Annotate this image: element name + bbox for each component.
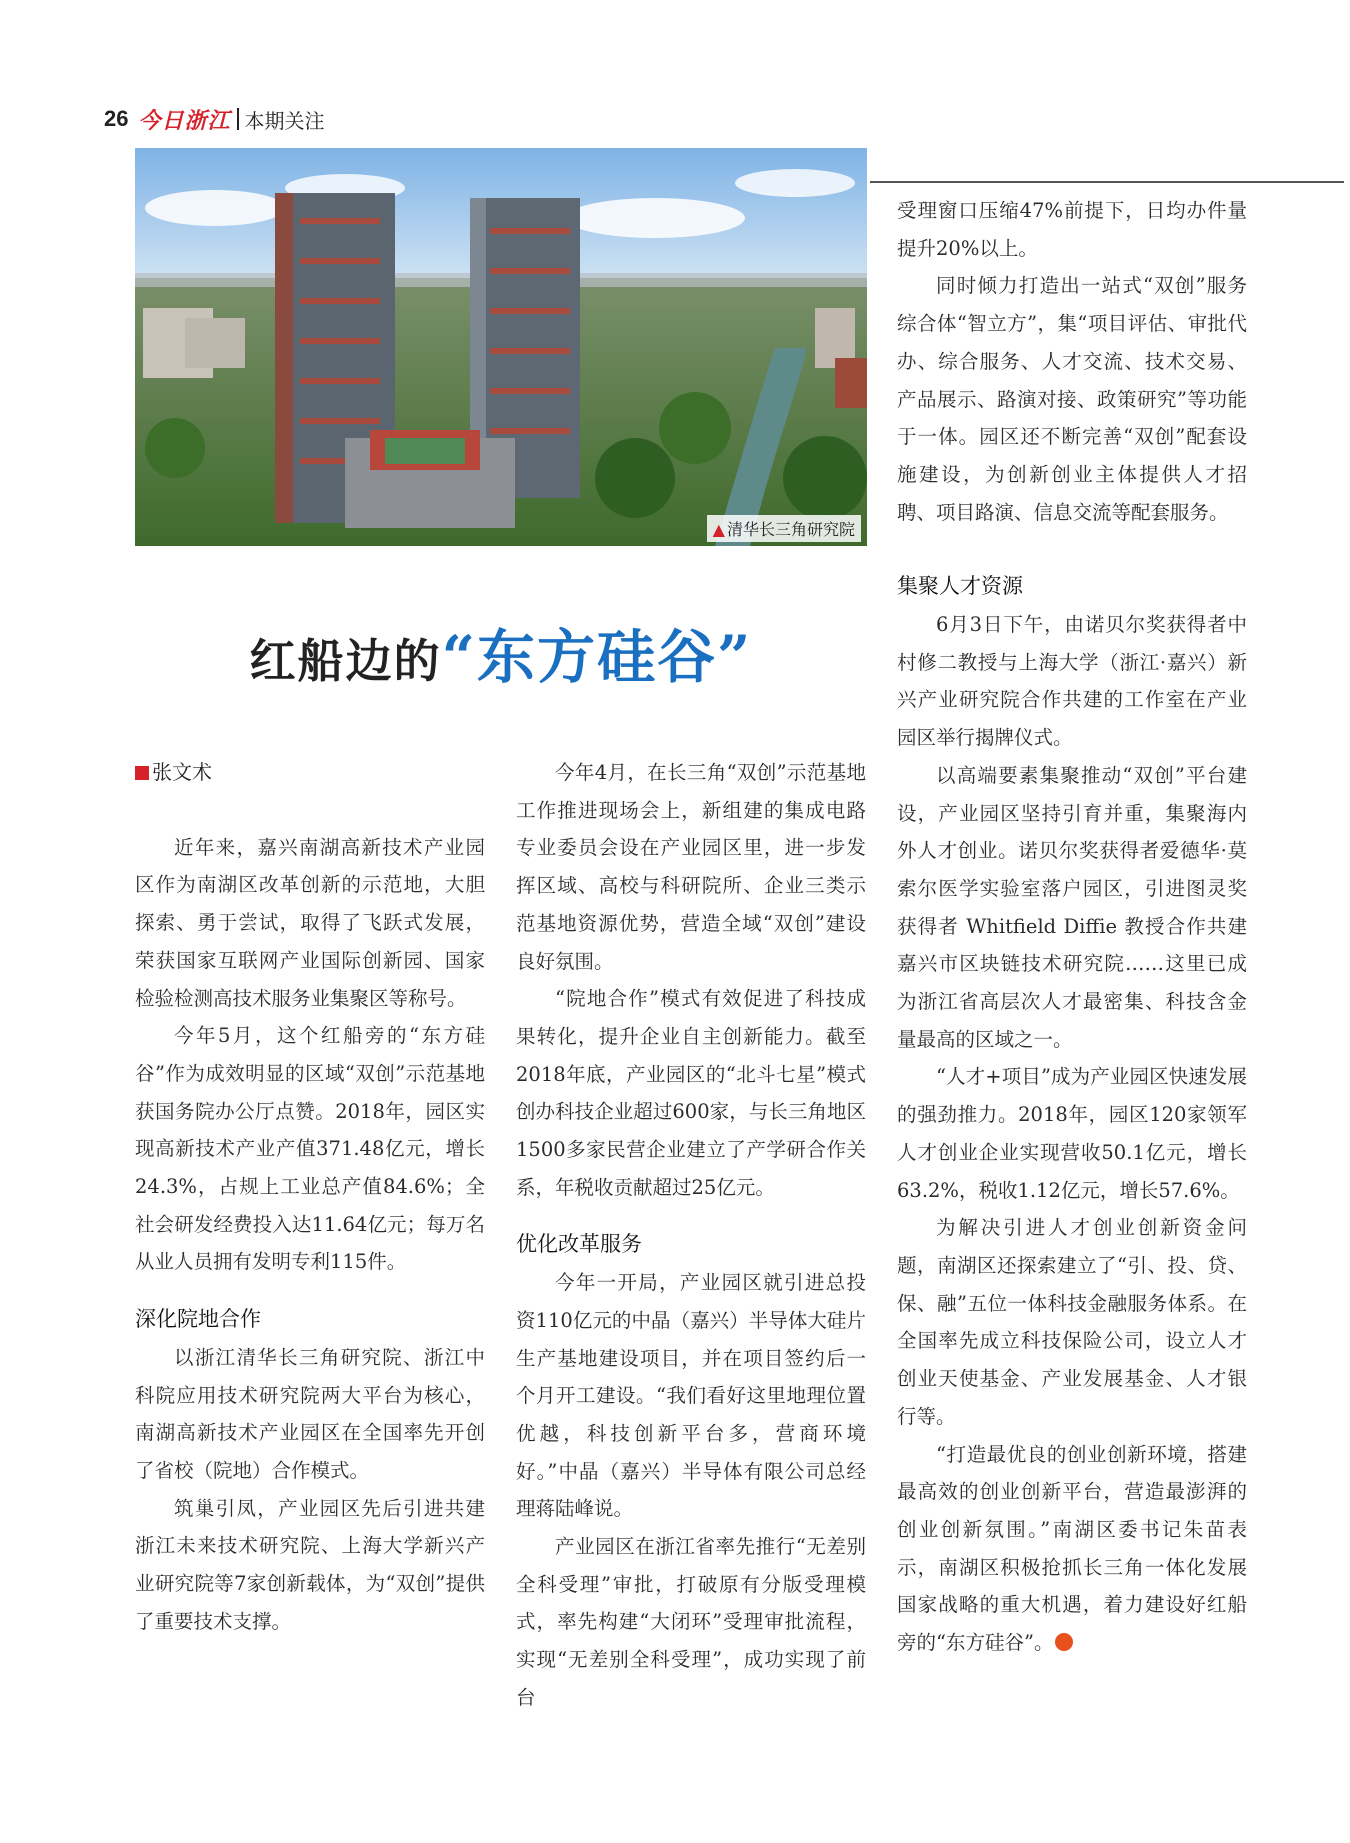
photo-caption-text: 清华长三角研究院	[726, 520, 855, 539]
aerial-photo	[135, 148, 867, 546]
spacer	[516, 1206, 866, 1226]
spacer	[135, 792, 485, 829]
author-name: 张文术	[152, 760, 212, 784]
paragraph: 产业园区在浙江省率先推行“无差别全科受理”审批，打破原有分版受理模式，率先构建“大闭环”受理审批流程，实现“无差别全科受理”，成功实现了前台	[516, 1535, 866, 1709]
aerial-photo-illustration	[135, 148, 867, 546]
author-marker-icon	[135, 766, 149, 780]
paragraph: 同时倾力打造出一站式“双创”服务综合体“智立方”，集“项目评估、审批代办、综合服务、人才交流、技术交易、产品展示、路演对接、政策研究”等功能于一体。园区还不断完善“双创”配套设施建设，为创新创业主体提供人才招聘、项目路演、信息交流等配套服务。	[897, 274, 1247, 524]
paragraph: “人才+项目”成为产业园区快速发展的强劲推力。2018年，园区120家领军人才创业企业实现营收50.1亿元，增长63.2%，税收1.12亿元，增长57.6%。	[897, 1065, 1247, 1202]
column-3	[897, 192, 1247, 1662]
spacer	[135, 1281, 485, 1301]
paragraph: 6月3日下午，由诺贝尔奖获得者中村修二教授与上海大学（浙江·嘉兴）新兴产业研究院合作共建的工作室在产业园区举行揭牌仪式。	[897, 613, 1247, 750]
paragraph: 今年5月，这个红船旁的“东方硅谷”作为成效明显的区域“双创”示范基地获国务院办公厅点赞。2018年，园区实现高新技术产业产值371.48亿元，增长24.3%，占规上工业总产值84.6%；全社会研发经费投入达11.64亿元；每万名从业人员拥有发明专利115件。	[135, 1024, 485, 1274]
section-label: 本期关注	[244, 108, 325, 133]
magazine-logo: 今日浙江	[138, 107, 231, 134]
subheading: 优化改革服务	[516, 1232, 642, 1257]
header-divider	[237, 108, 239, 130]
author-byline	[135, 754, 485, 792]
paragraph: 以浙江清华长三角研究院、浙江中科院应用技术研究院两大平台为核心，南湖高新技术产业园区在全国率先开创了省校（院地）合作模式。	[135, 1345, 485, 1482]
title-highlight: “东方硅谷”	[441, 623, 753, 691]
page-header	[104, 104, 325, 134]
page-number: 26	[104, 106, 129, 131]
caption-triangle-icon: ▲	[712, 520, 725, 539]
paragraph: 为解决引进人才创业创新资金问题，南湖区还探索建立了“引、投、贷、保、融”五位一体科技金融服务体系。在全国率先成立科技保险公司，设立人才创业天使基金、产业发展基金、人才银行等。	[897, 1216, 1247, 1428]
paragraph	[897, 1436, 1247, 1662]
article-title	[135, 610, 867, 694]
column-top-rule	[870, 181, 1344, 183]
title-prefix: 红船边的	[249, 634, 442, 688]
paragraph: 今年一开局，产业园区就引进总投资110亿元的中晶（嘉兴）半导体大硅片生产基地建设项目，并在项目签约后一个月开工建设。“我们看好这里地理位置优越，科技创新平台多，营商环境好。”中晶（嘉兴）半导体有限公司总经理蒋陆峰说。	[516, 1271, 866, 1521]
subheading: 深化院地合作	[135, 1307, 261, 1332]
closing-paragraph-text: “打造最优良的创业创新环境，搭建最高效的创业创新平台，营造最澎湃的创业创新氛围。”南湖区委书记朱苗表示，南湖区积极抢抓长三角一体化发展国家战略的重大机遇，着力建设好红船旁的“东方硅谷”。	[897, 1442, 1247, 1655]
column-2	[516, 754, 866, 1717]
paragraph: 今年4月，在长三角“双创”示范基地工作推进现场会上，新组建的集成电路专业委员会设在产业园区里，进一步发挥区域、高校与科研院所、企业三类示范基地资源优势，营造全域“双创”建设良好氛围。	[516, 761, 866, 973]
spacer	[897, 531, 1247, 568]
column-1	[135, 754, 485, 1640]
article-end-icon	[1055, 1633, 1073, 1651]
paragraph: “院地合作”模式有效促进了科技成果转化，提升企业自主创新能力。截至2018年底，产业园区的“北斗七星”模式创办科技企业超过600家，与长三角地区1500多家民营企业建立了产学研合作关系，年税收贡献超过25亿元。	[516, 987, 866, 1199]
paragraph: 近年来，嘉兴南湖高新技术产业园区作为南湖区改革创新的示范地，大胆探索、勇于尝试，取得了飞跃式发展，荣获国家互联网产业国际创新园、国家检验检测高技术服务业集聚区等称号。	[135, 835, 485, 1010]
subheading: 集聚人才资源	[897, 574, 1023, 599]
paragraph: 筑巢引凤，产业园区先后引进共建浙江未来技术研究院、上海大学新兴产业研究院等7家创新载体，为“双创”提供了重要技术支撑。	[135, 1496, 485, 1633]
paragraph: 以高端要素集聚推动“双创”平台建设，产业园区坚持引育并重，集聚海内外人才创业。诺贝尔奖获得者爱德华·莫索尔医学实验室落户园区，引进图灵奖获得者 Whitfield Diffie 教授合作共建嘉兴市区块链技术研究院……这里已成为浙江省高层次人才最密集、科技含金量最高的区域之一。	[897, 763, 1247, 1051]
paragraph: 受理窗口压缩47%前提下，日均办件量提升20%以上。	[897, 199, 1247, 260]
photo-caption	[707, 515, 861, 542]
